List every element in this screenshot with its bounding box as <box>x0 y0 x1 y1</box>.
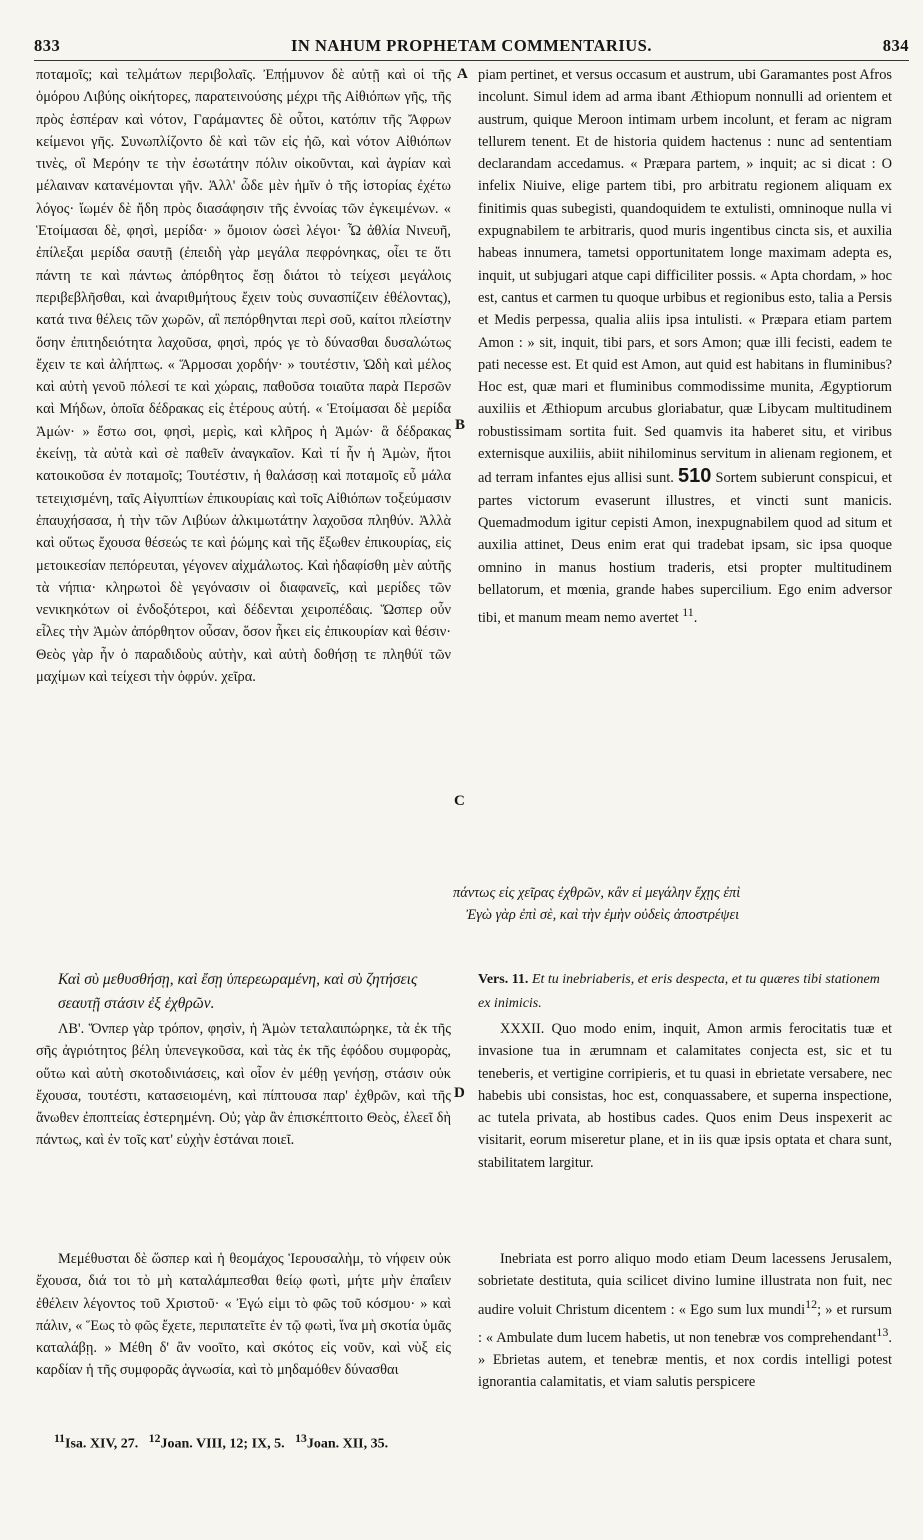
header-rule <box>34 60 909 61</box>
greek-continuation-2: Ἐγὼ γὰρ ἐπὶ σὲ, καὶ τὴν ἐμὴν οὐδεὶς ἀποστρέψει <box>466 907 740 923</box>
page-header <box>34 36 909 58</box>
margin-letter-b: B <box>455 417 466 433</box>
latin-section-2 <box>478 1018 892 1174</box>
latin-paragraph-3-b: ; » et rursum : « Ambulate dum lucem habetis, ut non tenebræ vos comprehendant <box>478 1301 892 1346</box>
latin-paragraph-3-c: . » Ebrietas autem, et tenebræ mentis, et nox cordis intelligi potest ignorantia calamitatis, et viam salutis perspicere <box>478 1329 892 1391</box>
footnote-number-12: 12 <box>148 1432 161 1445</box>
margin-letter-c: C <box>454 793 465 809</box>
footnote-11: Isa. XIV, 27. <box>65 1436 139 1452</box>
margin-letter-a: A <box>457 66 468 82</box>
latin-paragraph-1-a: piam pertinet, et versus occasum et austrum, ubi Garamantes post Afros incolunt. Simul idem ad arma ibant Æthiopum nonnulli ad orientem et austrum, quique Meroon intimam urbem incolunt, et feram ac nigram tellurem tenent. Et de historia quidem hactenus : nunc ad sententiam declarandam accedamus. « Præpara partem, » inquit; ac si dicat : O infelix Niuive, elige partem tibi, pro arbitratu regionem aliquam ex finitimis quas subegisti, quandoquidem te extulisti, omninoque nulla vi expugnabilem te arbitraris, quod muris ingentibus cincta sis, et auxilia habeas innumera, tametsi opportunitatem longe maximam adepta es, inquit, ut subjugari atque capi difficiliter possis. « Apta chordam, » hoc est, cantus et carmen tu quoque urbibus et regionibus esto, talia a Persis et Medis perpessa, qualia aliis ipsa intulisti. « Præpara etiam partem Amon : » sit, inquit, tibi pars, et sors Amon; quæ illi fecisti, eadem te pati necesse est. Et quid est Amon, aut quid est habitans in fluminibus? Hoc est, quæ mari et fluminibus commodissime munita, Ægyptiorum auxiliis et Æthiopum arcubus gloriabatur, quæ Libycam multitudinem robustissimam sortita fuit. Sed quamvis ita haberet situ, et viribus externisque auxiliis, abiit nihilominus servitum in alienam regionem, et ad terram infantes ejus allisi sunt. <box>478 67 892 487</box>
footnote-12: Joan. VIII, 12; IX, 5. <box>160 1436 285 1452</box>
greek-paragraph-2: ΛΒ'. Ὅνπερ γὰρ τρόπον, φησὶν, ἡ Ἀμὼν τεταλαιπώρηκε, τὰ ἐκ τῆς σῆς ἀγριότητος βέλη ὑπενεγκοῦσα, καὶ τὰς ἐκ τῆς ἐφόδου συμφορὰς, οὕτω καὶ αὐτὴ σκοτοδινιάσεις, καὶ οἷον ἐν μέθῃ γενήσῃ, στάσιν οὐκ ἔχουσα, τουτέστι, κατασειομένη, καὶ πίπτουσα παρ' ἐχθρῶν, καὶ τῆς ἄνωθεν ἐποπτείας ἐστερημένη. Οὐ; γὰρ ἂν ἐπισκέπτοιτο Θεὸς, ἐλεεῖ δὴ πάντως, καὶ ἐν τοῖς κατ' εὐχὴν ἑστάναι ποιεῖ. <box>36 1021 451 1149</box>
latin-verse <box>478 968 892 1016</box>
running-title: IN NAHUM PROPHETAM COMMENTARIUS. <box>291 36 652 55</box>
greek-continuation-1: πάντως εἰς χεῖρας ἐχθρῶν, κἂν εἰ μεγάλην ἔχῃς ἐπὶ <box>453 885 741 901</box>
greek-section-2 <box>36 1018 451 1152</box>
latin-paragraph-1-b: Sortem subierunt conspicui, et partes victorum evaserunt illustres, et vincti sunt manicis. Quemadmodum igitur cepisti Amon, inexpugnabilem quod ad situm et auxilia attinet, Deus enim erat qui tradebat ipsam, sic ipsa quoque omnino in manus hostium traderis, etsi propter multitudinem bellatorum, et mœnia, grande habes supercilium. Ego enim adversor tibi, et manum meam nemo avertet <box>478 470 892 626</box>
footnote-13: Joan. XII, 35. <box>306 1436 389 1452</box>
latin-paragraph-3-a: Inebriata est porro aliquo modo etiam Deum lacessens Jerusalem, sobrietate destituta, quia scilicet divino lumine illustrata non fuit, nec audire voluit Christum dicentem : « Ego sum lux mundi <box>478 1251 892 1318</box>
margin-letter-d: D <box>454 1085 465 1101</box>
latin-paragraph-3 <box>478 1248 892 1393</box>
latin-section-3 <box>478 1248 892 1393</box>
footnote-ref-12: 12 <box>805 1296 818 1311</box>
greek-verse: Καὶ σὺ μεθυσθήσῃ, καὶ ἔσῃ ὑπερεωραμένη, καὶ σὺ ζητήσεις σεαυτῇ στάσιν ἐξ ἐχθρῶν. <box>58 971 418 1012</box>
greek-paragraph-1: ποταμοῖς; καὶ τελμάτων περιβολαῖς. Ἐπῄμυνον δὲ αὐτῇ καὶ οἱ τῆς ὁμόρου Λιβύης οἰκήτορες, παρατεινούσης μέχρι τῆς Αἰθιόπων γῆς, τῆς πρὸς ἑσπέραν καὶ νότον, Γαράμαντες δὲ οὗτοι, κατόπιν τῆς Ἄφρων κείμενοι γῆς. Συνωπλίζοντο δὲ καὶ τῶν εἰς ἠῶ, καὶ νότον Αἰθιόπων τινὲς, οἳ Μερόην τε τὴν ἐσωτάτην πόλιν οἰκοῦνται, καὶ ἀγρίαν καὶ μέλαιναν κατανέμονται γῆν. Ἀλλ' ὧδε μὲν ἡμῖν ὁ τῆς ἱστορίας ἐχέτω λόγος· ἴωμέν δὲ ἤδη πρὸς διασάφησιν τῆς ἐννοίας τῶν ἐγκειμένων. « Ἑτοίμασαι δὲ, φησὶ, μερίδα· » ὅμοιον ὡσεὶ λέγοι· Ὦ ἀθλία Νινευῆ, ἐπίλεξαι μερίδα σαυτῇ (ἐπειδὴ γὰρ μεγάλα πεφρόνηκας, οἶει τε ὅτι πάντη τε καὶ πάντως ἀπόρθητος ἔσῃ διάτοι τὸ τείχεσι μεγάλοις περιβεβλῆσθαι, καὶ ἀναριθμήτους ἔχειν τοὺς συνασπίζειν ἐθέλοντας), κατά τινα θέλεις τῶν χωρῶν, αἳ πεπόρθηνται περὶ σοῦ, καίτοι πλείστην ὅσην ἐπιτηδειότητα λαχοῦσα, φησὶ, πρός γε τὸ δύνασθαι δυσαλώτως ἔχειν τε καὶ ἀλήπτως. « Ἅρμοσαι χορδήν· » τουτέστιν, Ὠδὴ καὶ μέλος καὶ αὐτὴ γενοῦ πόλεσί τε καὶ χώραις, παθοῦσα τοιαῦτα παρὰ Περσῶν καὶ Μήδων, ὁποῖα δέδρακας εἰς ἑτέρους αὐτή. « Ἑτοίμασαι δὲ μερίδα Ἀμών· » ἔστω σοι, φησὶ, μερὶς, καὶ κλῆρος ἡ Ἀμών· ἃ δέδρακας ἐκείνῃ, τὰ αὐτὰ καὶ σὲ παθεῖν ἀναγκαῖον. Καὶ τί ἦν ἡ Ἀμὼν, ἤτοι κατοικοῦσα ἐν ποταμοῖς; Τουτέστιν, ἡ θαλάσσῃ καὶ ποταμοῖς εὖ μάλα τετειχισμένη, ταῖς Αἰγυπτίων ἐπικουρίαις καὶ τοῖς Αἰθιόπων τοξεύμασιν ἐπαυχήσασα, ἡ τὴν τῶν Λιβύων ἀλκιμωτάτην λαχοῦσα πληθύν. Ἀλλὰ καὶ οὕτως ἔχουσα θέσεώς τε καὶ ῥώμης καὶ τῆς ἔξωθεν ἐπικουρίας, εἰς μετοικεσίαν πεπόρευται, γέγονεν αἰχμάλωτος. Καὶ ἠδαφίσθη μὲν αὐτῆς τὰ νήπια· κληρωτοὶ δὲ γεγόνασιν οἱ διαφανεῖς, καὶ μερίδες τῶν νενικηκότων οἱ ἐνδοξότεροι, καὶ δέδενται χειροπέδαις. Ὥσπερ οὖν εἷλες τὴν Ἀμὼν ἀπόρθητον οὖσαν, ὅσον ἧκει εἰς ἐπικουρίαν καὶ θέσιν· Θεὸς γὰρ ἦν ὁ παραδιδοὺς αὐτὴν, καὶ αὐτὴ δοθήσῃ τε πληθύϊ τῶν μαχίμων καὶ τείχεσι τὴν ὀφρύν. χεῖρα. <box>36 67 451 686</box>
latin-verse-text: Et tu inebriaberis, et eris despecta, et tu quæres tibi stationem ex inimicis. <box>478 972 880 1011</box>
column-number: 510 <box>677 465 712 488</box>
verse-label: Vers. 11. <box>478 972 529 987</box>
latin-paragraph-2: XXXII. Quo modo enim, inquit, Amon armis ferocitatis tuæ et invasione tua in ærumnam et calamitates conjecta est, sic et tu teneberis, et vertigine corripieris, et tu quasi in ebrietate versabere, nec habebis ubi consistas, hoc est, conquassabere, et superna inspectione, ac tutela privata, ab hostibus cades. Quos enim Deus inspexerit ac visitarit, eorum miseretur plane, et in iis quæ ipsis optata et chara sunt, stabilitatem largitur. <box>478 1021 892 1171</box>
footnote-number-13: 13 <box>295 1432 307 1445</box>
greek-paragraph-3: Μεμέθυσται δὲ ὥσπερ καὶ ἡ θεομάχος Ἱερουσαλὴμ, τὸ νήφειν οὐκ ἔχουσα, διά τοι τὸ μὴ καταλάμπεσθαι θείῳ φωτὶ, μήτε μὴν ἐπαΐειν ἐθέλειν λέγοντος τοῦ Χριστοῦ· « Ἐγώ εἰμι τὸ φῶς τοῦ κόσμου· » καὶ πάλιν, « Ἕως τὸ φῶς ἔχετε, περιπατεῖτε ἐν τῷ φωτὶ, ἵνα μὴ σκοτία ὑμᾶς καταλάβῃ. » Μέθη δ' ἂν νοοῖτο, καὶ σκότος εἰς νοῦν, καὶ νὺξ εἰς καρδίαν ἡ τῆς συμφορᾶς ἀγνωσία, καὶ τὸ μηδαμόθεν δύνασθαι <box>36 1251 451 1379</box>
footnotes <box>54 1432 388 1453</box>
page-number-left: 833 <box>34 36 61 55</box>
greek-section-3 <box>36 1248 451 1382</box>
latin-paragraph-1: piam pertinet, et versus occasum et austrum, ubi Garamantes post Afros incolunt. Simul idem ad arma ibant Æthiopum nonnulli ad orientem et austrum, quique Meroon intimam urbem incolunt, et feram ac nigram tellurem tenent. Et de historia quidem hactenus : nunc ad sententiam declarandam accedamus. « Præpara partem, » inquit; ac si dicat : O infelix Niuive, elige partem tibi, pro arbitratu regionem aliquam ex finitimis quas subegisti, quandoquidem te extulisti, omninoque nulla vi expugnabilem te arbitraris, quod muris ingentibus cincta sis, et auxilia habeas innumera, tametsi opportunitatem longe maximam adepta es, inquit, ut subjugari atque capi difficiliter possis. « Apta chordam, » hoc est, cantus et carmen tu quoque urbibus et regionibus esto, talia a Persis et Medis perpessa, qualia aliis ipsa intulisti. « Præpara etiam partem Amon : » sit, inquit, tibi pars, et sors Amon; quæ illi fecisti, eadem te pati necesse est. Et quid est Amon, aut quid est habitans in fluminibus? Hoc est, quæ mari et fluminibus commodissime munita, Ægyptiorum auxiliis et Æthiopum arcubus gloriabatur, quæ Libycam multitudinem robustissimam sortita fuit. Sed quamvis ita haberet situ, et viribus externisque auxiliis, abiit nihilominus servitum in alienam regionem, et ad terram infantes ejus allisi sunt. 510 Sortem subierunt conspicui, et partes victorum evaserunt illustres, et vincti sunt manicis. Quemadmodum igitur cepisti Amon, inexpugnabilem quod ad situm et auxilia attinet, Deus enim erat qui tradebat ipsam, sic ipsa quoque omnino in manus hostium traderis, etsi propter multitudinem bellatorum, et mœnia, grande habes supercilium. Ego enim adversor tibi, et manum meam nemo avertet $^{11}$. <box>478 67 892 626</box>
page-number-right: 834 <box>882 36 909 55</box>
footnote-ref-11: 11 <box>682 605 694 620</box>
footnote-number-11: 11 <box>54 1432 66 1445</box>
greek-column <box>36 64 451 688</box>
footnote-ref-13: 13 <box>876 1324 889 1339</box>
latin-column <box>478 64 892 629</box>
